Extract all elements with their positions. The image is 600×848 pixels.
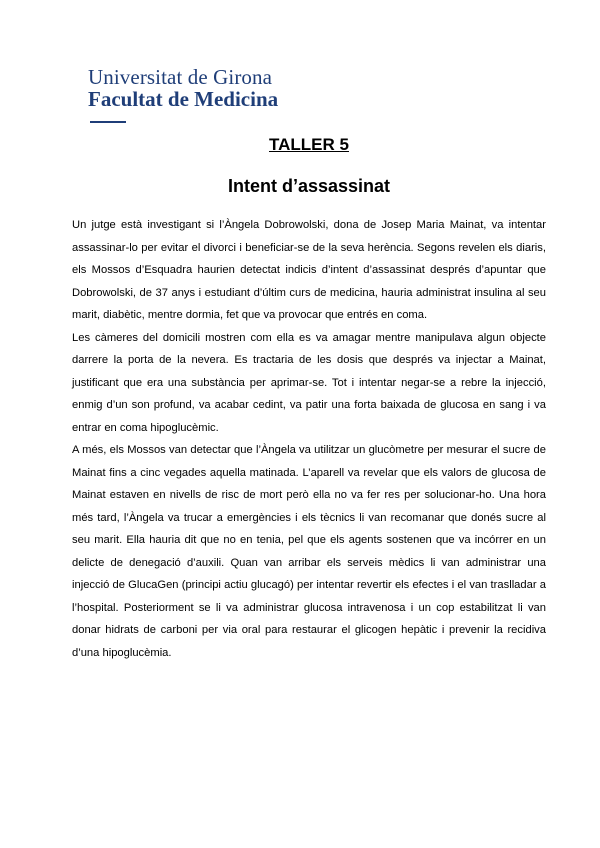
paragraph-1: Un jutge està investigant si l’Àngela Dobrowolski, dona de Josep Maria Mainat, va intentar assassinar-lo per evitar el divorci i beneficiar-se de la seva herència. Segons revelen els diaris, els Mossos d’Esquadra haurien detectat indicis d’intent d’assassinat després d’apuntar que Dobrowolski, de 37 anys i estudiant d’últim curs de medicina, hauria administrat insulina al seu marit, diabètic, mentre dormia, fet que va provocar que entrés en coma. <box>72 219 546 321</box>
paragraph-2: Les càmeres del domicili mostren com ella es va amagar mentre manipulava algun objecte darrere la porta de la nevera. Es tractaria de les dosis que després va injectar a Mainat, justificant que era una substància per aprimar-se. Tot i intentar negar-se a rebre la injecció, enmig d’un son profund, va acabar cedint, va patir una forta baixada de glucosa en sang i va entrar en coma hipoglucèmic. <box>72 331 546 434</box>
document-body <box>72 214 546 664</box>
university-name: Universitat de Girona <box>88 65 273 89</box>
page-subtitle: Intent d’assassinat <box>227 176 391 196</box>
page-title: TALLER 5 <box>269 135 349 154</box>
faculty-name: Facultat de Medicina <box>88 87 279 111</box>
university-logo <box>88 66 278 123</box>
paragraph-3: A més, els Mossos van detectar que l’Àngela va utilitzar un glucòmetre per mesurar el sucre de Mainat fins a cinc vegades aquella matinada. L’aparell va revelar que els valors de glucosa de Mainat estaven en nivells de risc de mort però ella no va fer res per solucionar-ho. Una hora més tard, l’Àngela va trucar a emergències i els tècnics li van recomanar que donés sucre al seu marit. Ella hauria dit que no en tenia, pel que els agents sostenen que va incórrer en un delicte de denegació d’auxili. Quan van arribar els serveis mèdics li van administrar una injecció de GlucaGen (principi actiu glucagó) per intentar revertir els efectes i el van traslladar a l’hospital. Posteriorment se li va administrar glucosa intravenosa i un cop estabilitzat li van donar hidrats de carboni per via oral para restaurar el glicogen hepàtic i prevenir la recidiva d’una hipoglucèmia. <box>72 444 546 659</box>
logo-divider <box>90 121 126 123</box>
